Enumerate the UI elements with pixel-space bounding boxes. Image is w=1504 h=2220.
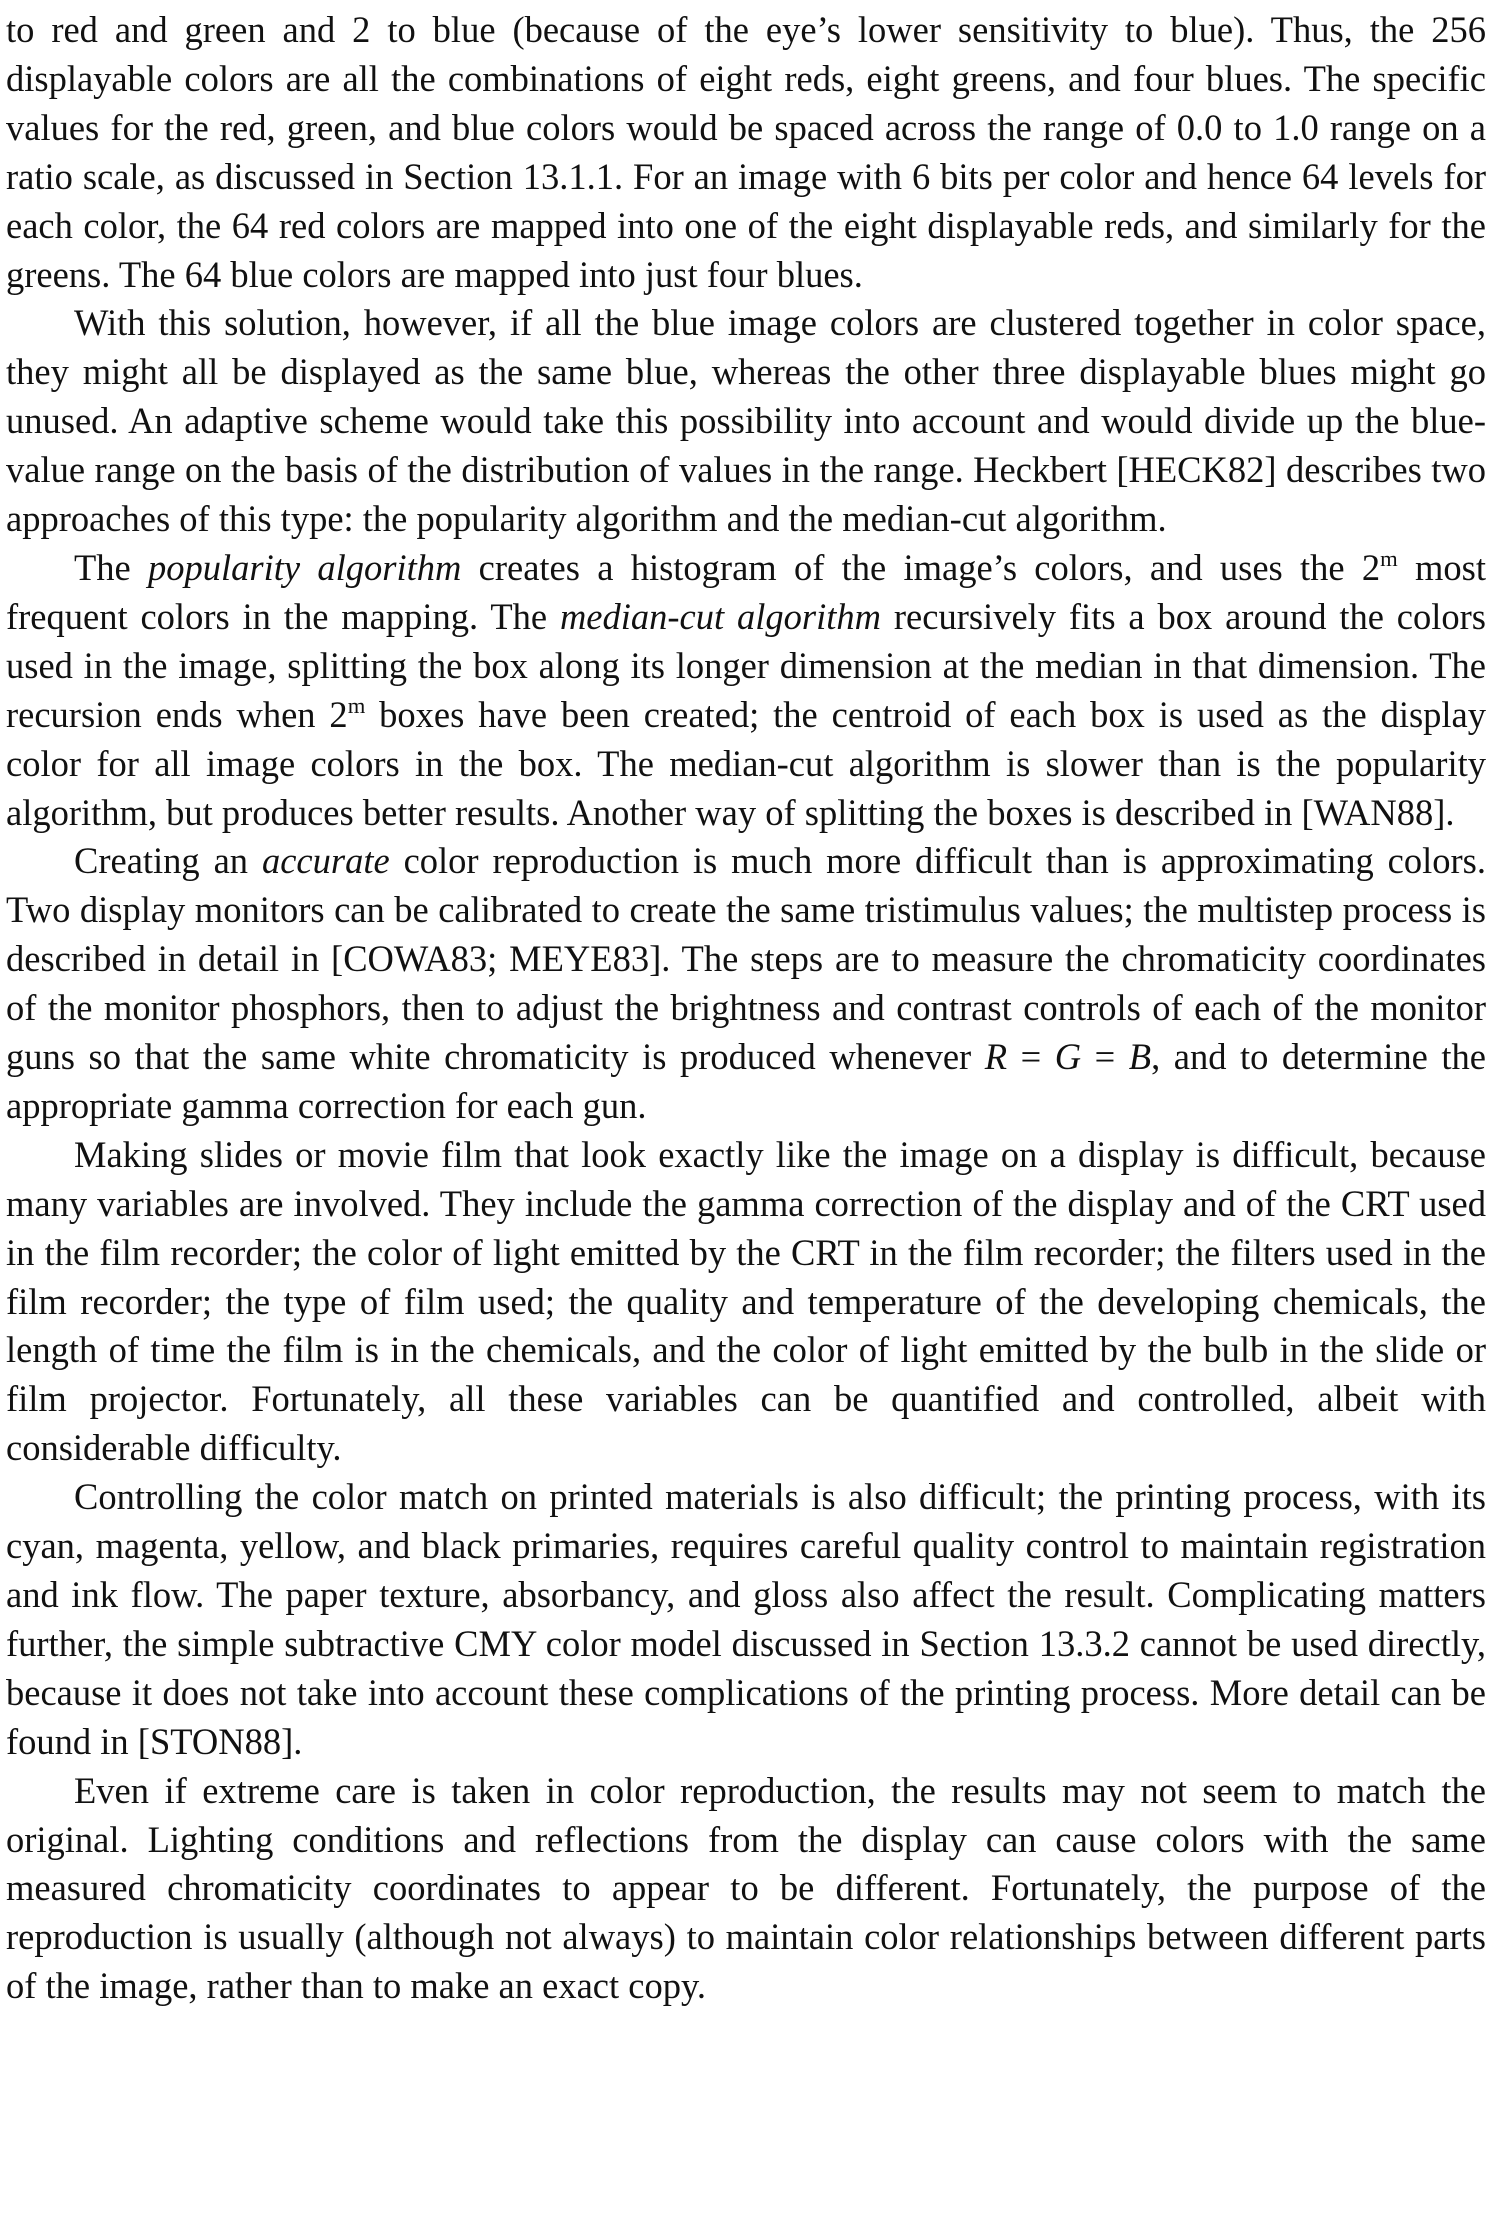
paragraph-text: color reproduction is much more difficult than is approximating colors. Two display monitors can be calibrated to create the same tristimulus values; the multistep process is described in detail in [COWA83; MEYE83]. The steps are to measure the chromaticity coordinates of the monitor phosphors, then to adjust the brightness and contrast controls of each of the monitor guns so that the same white chromaticity is produced whenever [6,840,1487,1078]
paragraph-text: Even if extreme care is taken in color reproduction, the results may not seem to match the original. Lighting conditions and reflections from the display can cause colors with the same measured chromaticity coordinates to appear to be different. Fortunately, the purpose of the reproduction is usually (although not always) to maintain color relationships between different parts of the image, rather than to make an exact copy. [6,1769,1486,2007]
paragraph-text: , and to determine the appropriate gamma correction for each gun. [6,1036,1486,1126]
equals-sign: = [1081,1036,1129,1078]
paragraph-2 [6,299,1486,544]
paragraph-3 [6,544,1486,837]
paragraph-text: boxes have been created; the centroid of each box is used as the display color for all image colors in the box. The median-cut algorithm is slower than is the popularity algorithm, but produces better results. Another way of splitting the boxes is described in [WAN88]. [6,693,1487,833]
variable-g: G [1054,1036,1082,1078]
paragraph-text: With this solution, however, if all the blue image colors are clustered together in color space, they might all be displayed as the same blue, whereas the other three displayable blues might go unused. An adaptive scheme would take this possibility into account and would divide up the blue-value range on the basis of the distribution of values in the range. Heckbert [HECK82] describes two approaches of this type: the popularity algorithm and the median-cut algorithm. [6,302,1486,540]
paragraph-5 [6,1131,1486,1473]
variable-b: B [1128,1036,1152,1078]
paragraph-4 [6,837,1486,1130]
paragraph-text: creates a histogram of the image’s colors, and uses the 2 [461,546,1381,588]
variable-r: R [984,1036,1008,1078]
paragraph-text: Creating an [74,840,262,882]
paragraph-text: Controlling the color match on printed materials is also difficult; the printing process, with its cyan, magenta, yellow, and black primaries, requires careful quality control to maintain registration and ink flow. The paper texture, absorbancy, and gloss also affect the result. Complicating matters further, the simple subtractive CMY color model discussed in Section 13.3.2 cannot be used directly, because it does not take into account these complications of the printing process. More detail can be found in [STON88]. [6,1476,1486,1762]
paragraph-6 [6,1473,1486,1766]
paragraph-text: to red and green and 2 to blue (because of the eye’s lower sensitivity to blue). Thus, the 256 displayable colors are all the combinations of eight reds, eight greens, and four blues. The specific values for the red, green, and blue colors would be spaced across the range of 0.0 to 1.0 range on a ratio scale, as discussed in Section 13.1.1. For an image with 6 bits per color and hence 64 levels for each color, the 64 red colors are mapped into one of the eight displayable reds, and similarly for the greens. The 64 blue colors are mapped into just four blues. [6,9,1486,295]
paragraph-text: Making slides or movie film that look exactly like the image on a display is difficult, because many variables are involved. They include the gamma correction of the display and of the CRT used in the film recorder; the color of light emitted by the CRT in the film recorder; the filters used in the film recorder; the type of film used; the quality and temperature of the developing chemicals, the length of time the film is in the chemicals, and the color of light emitted by the bulb in the slide or film projector. Fortunately, all these variables can be quantified and controlled, albeit with considerable difficulty. [6,1133,1486,1469]
exponent-m: m [347,692,366,718]
exponent-m: m [1380,545,1398,571]
paragraph-1 [6,6,1486,299]
term-popularity-algorithm: popularity algorithm [148,546,462,588]
equals-sign: = [1007,1036,1055,1078]
document-page [6,6,1486,2011]
paragraph-7 [6,1767,1486,2012]
term-median-cut-algorithm: median-cut algorithm [559,595,882,637]
paragraph-text: recursively fits a box around the colors used in the image, splitting the box along its longer dimension at the median in that dimension. The recursion ends when 2 [6,595,1486,735]
paragraph-text: most frequent colors in the mapping. The [6,546,1486,637]
term-accurate: accurate [261,840,390,882]
paragraph-text: The [74,546,149,588]
